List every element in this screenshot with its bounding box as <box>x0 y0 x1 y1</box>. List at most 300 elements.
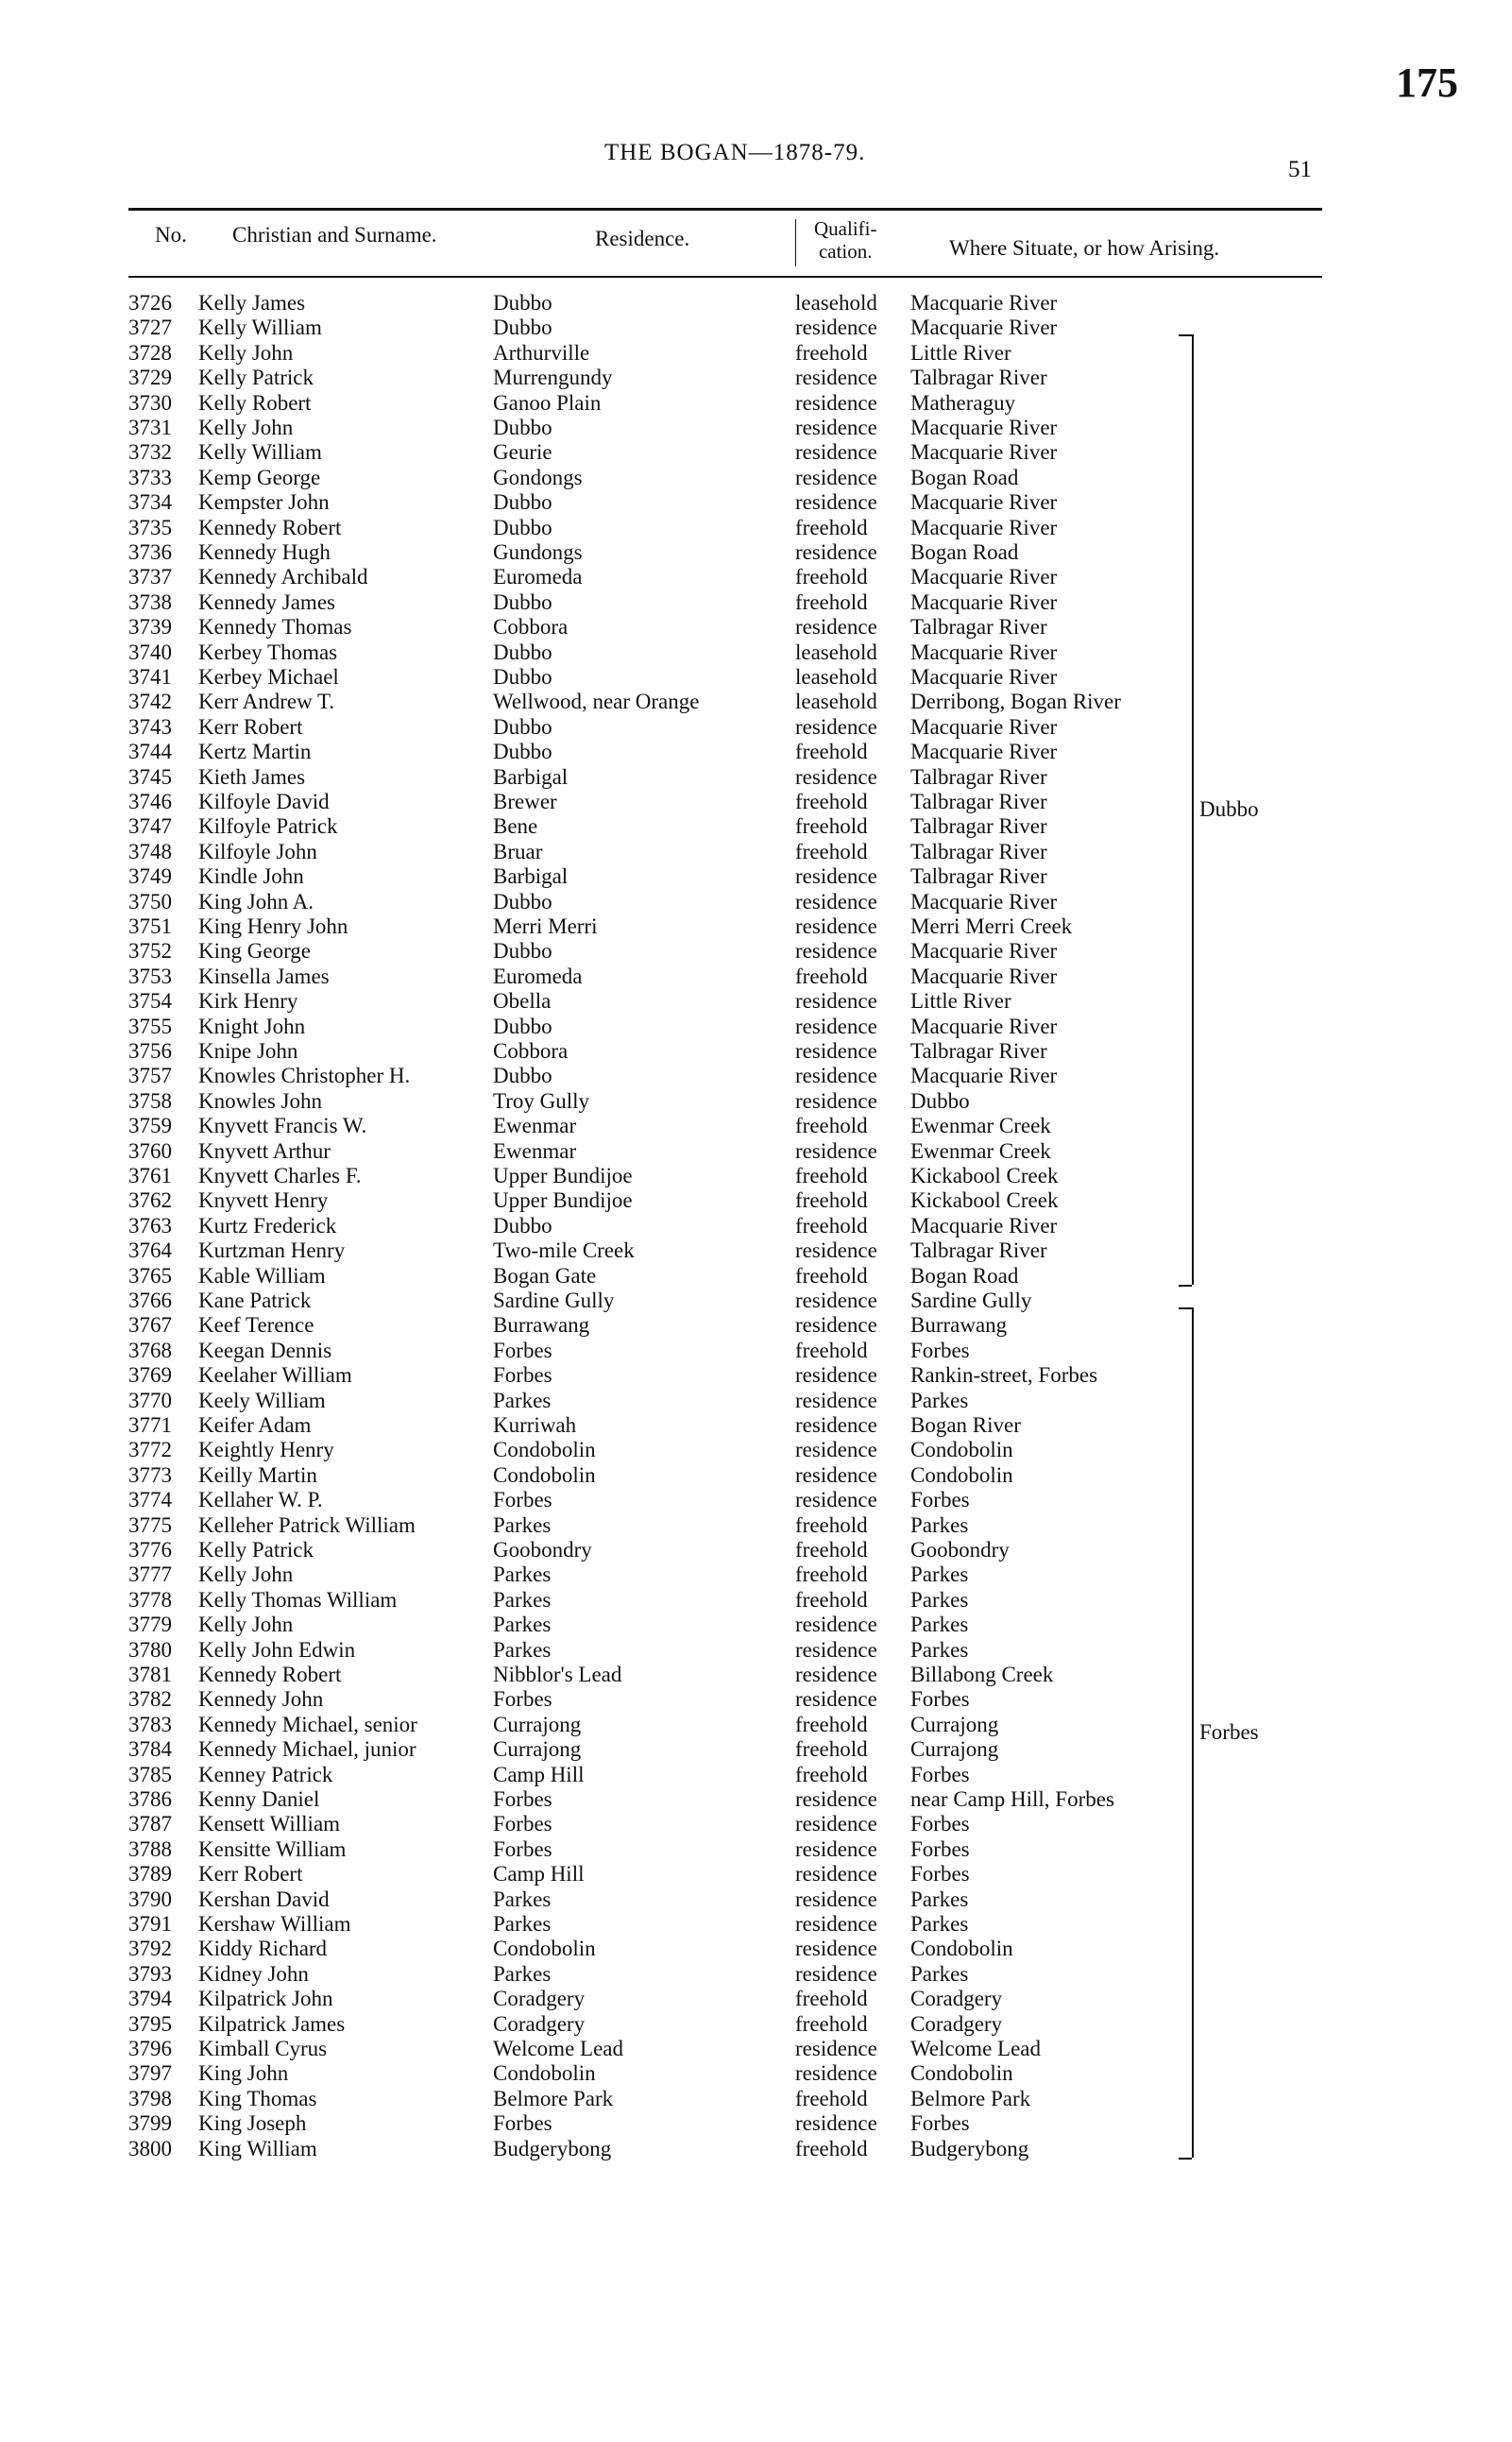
entry-name: King Joseph <box>198 2111 307 2136</box>
entry-residence: Dubbo <box>493 416 552 439</box>
entry-name: Knyvett Henry <box>198 1188 329 1213</box>
entry-where: Forbes <box>910 2111 970 2136</box>
entry-where: Forbes <box>910 1762 970 1786</box>
entry-residence: Dubbo <box>493 665 552 689</box>
entry-qualification: freehold <box>795 1114 868 1138</box>
group-bracket-end <box>1179 334 1192 336</box>
entry-where: Budgerybong <box>910 2136 1029 2160</box>
entry-qualification: leasehold <box>795 291 877 315</box>
entry-qualification: freehold <box>795 1987 868 2011</box>
entry-where: Macquarie River <box>910 1064 1058 1088</box>
entry-name: Knowles Christopher H. <box>198 1064 411 1088</box>
group-bracket-end <box>1179 1307 1192 1309</box>
entry-name: Kieth James <box>198 764 306 789</box>
table-row <box>0 1389 1512 1413</box>
table-row <box>0 1313 1512 1338</box>
entry-where: Macquarie River <box>910 939 1058 964</box>
entry-number: 3769 <box>128 1363 172 1388</box>
entry-number: 3729 <box>128 366 172 390</box>
entry-number: 3787 <box>128 1812 172 1836</box>
entry-residence: Geurie <box>493 440 552 465</box>
folio-number: 51 <box>1288 157 1312 182</box>
entry-where: Macquarie River <box>910 565 1058 589</box>
column-header-qualification <box>814 217 876 263</box>
entry-where: Coradgery <box>910 2011 1003 2036</box>
entry-residence: Bruar <box>493 839 543 863</box>
entry-where: Kickabool Creek <box>910 1164 1059 1187</box>
entry-number: 3726 <box>128 291 172 315</box>
table-row <box>0 1713 1512 1737</box>
table-row <box>0 1238 1512 1263</box>
entry-name: Keely William <box>198 1388 326 1412</box>
entry-where: Condobolin <box>910 1937 1013 1961</box>
entry-number: 3776 <box>128 1538 172 1562</box>
entry-qualification: residence <box>795 2061 877 2086</box>
table-row <box>0 1039 1512 1064</box>
entry-residence: Dubbo <box>493 714 552 739</box>
table-row <box>0 1114 1512 1138</box>
entry-residence: Parkes <box>493 1587 552 1612</box>
entry-name: Kirk Henry <box>198 989 298 1014</box>
table-row <box>0 316 1512 340</box>
table-row <box>0 1513 1512 1538</box>
entry-residence: Nibblor's Lead <box>493 1663 622 1686</box>
entry-name: Kemp George <box>198 465 321 489</box>
entry-qualification: residence <box>795 1388 877 1412</box>
entry-number: 3799 <box>128 2111 172 2136</box>
entry-name: Kelly Patrick <box>198 366 314 390</box>
table-row <box>0 1438 1512 1462</box>
entry-number: 3777 <box>128 1563 172 1587</box>
entry-number: 3750 <box>128 889 172 914</box>
table-row <box>0 1463 1512 1488</box>
entry-residence: Dubbo <box>493 515 552 539</box>
entry-qualification: residence <box>795 416 877 439</box>
entry-name: Kinsella James <box>198 964 330 988</box>
entry-number: 3740 <box>128 640 172 664</box>
entry-residence: Dubbo <box>493 640 552 664</box>
entry-residence: Euromeda <box>493 565 583 589</box>
entry-residence: Condobolin <box>493 1937 596 1961</box>
entry-where: Macquarie River <box>910 490 1058 515</box>
entry-number: 3785 <box>128 1762 172 1786</box>
entry-name: King John A. <box>198 889 314 914</box>
group-label: Dubbo <box>1199 797 1259 822</box>
table-row <box>0 1214 1512 1238</box>
entry-qualification: residence <box>795 1363 877 1388</box>
table-row <box>0 1787 1512 1812</box>
entry-name: Kennedy John <box>198 1687 324 1712</box>
entry-name: Kilfoyle John <box>198 839 317 863</box>
entry-qualification: freehold <box>795 1164 868 1187</box>
entry-qualification: residence <box>795 1138 877 1163</box>
entry-where: Dubbo <box>910 1088 970 1113</box>
entry-residence: Dubbo <box>493 1014 552 1038</box>
entry-residence: Gundongs <box>493 540 583 564</box>
entry-where: Talbragar River <box>910 1039 1047 1063</box>
entry-qualification: residence <box>795 316 877 340</box>
entry-number: 3762 <box>128 1188 172 1213</box>
entry-name: King Thomas <box>198 2086 317 2110</box>
entry-qualification: freehold <box>795 964 868 988</box>
entry-number: 3751 <box>128 914 172 938</box>
entry-name: Kennedy Robert <box>198 1663 342 1686</box>
entry-qualification: residence <box>795 1088 877 1113</box>
entry-name: Kilpatrick John <box>198 1987 333 2011</box>
table-row <box>0 366 1512 390</box>
entry-number: 3797 <box>128 2061 172 2086</box>
entry-qualification: residence <box>795 889 877 914</box>
entry-where: Parkes <box>910 1388 969 1412</box>
entry-number: 3728 <box>128 340 172 365</box>
table-row <box>0 416 1512 440</box>
entry-residence: Currajong <box>493 1712 582 1736</box>
entry-residence: Ewenmar <box>493 1114 577 1138</box>
entry-qualification: leasehold <box>795 640 877 664</box>
entry-qualification: freehold <box>795 2086 868 2110</box>
entry-where: Macquarie River <box>910 291 1058 315</box>
column-header-where: Where Situate, or how Arising. <box>949 236 1220 260</box>
entry-residence: Forbes <box>493 2111 552 2136</box>
entry-name: Kenney Patrick <box>198 1762 333 1786</box>
entry-number: 3781 <box>128 1663 172 1686</box>
entry-residence: Currajong <box>493 1737 582 1762</box>
entry-residence: Arthurville <box>493 340 590 365</box>
entry-where: Parkes <box>910 1961 969 1986</box>
entry-number: 3766 <box>128 1289 172 1312</box>
entry-number: 3759 <box>128 1114 172 1138</box>
entry-name: Knyvett Arthur <box>198 1138 331 1163</box>
entry-residence: Forbes <box>493 1812 552 1836</box>
entry-number: 3760 <box>128 1138 172 1163</box>
entry-residence: Bogan Gate <box>493 1263 597 1288</box>
entry-where: Rankin-street, Forbes <box>910 1363 1098 1388</box>
table-row <box>0 1687 1512 1712</box>
entry-qualification: residence <box>795 1937 877 1961</box>
entry-where: Bogan Road <box>910 540 1019 564</box>
entry-number: 3748 <box>128 839 172 863</box>
entry-residence: Euromeda <box>493 964 583 988</box>
entry-name: Kershaw William <box>198 1912 351 1936</box>
entry-where: Parkes <box>910 1613 969 1637</box>
entry-where: Talbragar River <box>910 864 1047 889</box>
entry-where: Macquarie River <box>910 416 1058 439</box>
entry-qualification: residence <box>795 540 877 564</box>
entry-number: 3775 <box>128 1512 172 1537</box>
entry-where: Currajong <box>910 1712 999 1736</box>
entry-residence: Merri Merri <box>493 914 598 938</box>
entry-name: Kerbey Michael <box>198 665 339 689</box>
entry-residence: Dubbo <box>493 939 552 964</box>
entry-number: 3753 <box>128 964 172 988</box>
entry-residence: Bene <box>493 814 538 839</box>
entry-where: Forbes <box>910 1687 970 1712</box>
table-row <box>0 989 1512 1014</box>
entry-residence: Parkes <box>493 1887 552 1911</box>
entry-name: Kelly Thomas William <box>198 1587 398 1612</box>
entry-residence: Troy Gully <box>493 1088 590 1113</box>
entry-name: Kensett William <box>198 1812 341 1836</box>
table-row <box>0 1812 1512 1836</box>
entry-qualification: residence <box>795 1488 877 1512</box>
entry-residence: Cobbora <box>493 1039 569 1063</box>
entry-where: Forbes <box>910 1836 970 1861</box>
table-row <box>0 665 1512 690</box>
entry-where: Parkes <box>910 1637 969 1662</box>
entry-where: Macquarie River <box>910 740 1058 764</box>
entry-qualification: residence <box>795 1961 877 1986</box>
entry-qualification: freehold <box>795 1263 868 1288</box>
entry-residence: Parkes <box>493 1613 552 1637</box>
entry-where: Macquarie River <box>910 515 1058 539</box>
entry-name: Kelly James <box>198 291 306 315</box>
table-row <box>0 615 1512 640</box>
entry-residence: Dubbo <box>493 889 552 914</box>
entry-where: Talbragar River <box>910 615 1047 640</box>
entry-number: 3763 <box>128 1213 172 1238</box>
entry-where: Condobolin <box>910 2061 1013 2086</box>
table-row <box>0 2012 1512 2037</box>
entry-where: Macquarie River <box>910 889 1058 914</box>
entry-qualification: residence <box>795 1238 877 1263</box>
entry-name: Kennedy Robert <box>198 515 342 539</box>
column-header-no: No. <box>155 223 187 247</box>
entry-qualification: residence <box>795 1313 877 1338</box>
entry-residence: Condobolin <box>493 2061 596 2086</box>
entry-name: Kilpatrick James <box>198 2011 346 2036</box>
entry-number: 3754 <box>128 989 172 1014</box>
entry-where: Billabong Creek <box>910 1663 1054 1686</box>
group-bracket <box>1190 1307 1194 2158</box>
entry-qualification: residence <box>795 390 877 415</box>
table-row <box>0 1737 1512 1762</box>
entry-qualification: residence <box>795 1462 877 1487</box>
table-row <box>0 516 1512 540</box>
entry-where: Macquarie River <box>910 316 1058 340</box>
entry-residence: Parkes <box>493 1512 552 1537</box>
entry-qualification: freehold <box>795 814 868 839</box>
group-label: Forbes <box>1199 1720 1259 1744</box>
table-row <box>0 1264 1512 1289</box>
entry-where: Macquarie River <box>910 640 1058 664</box>
entry-name: Keilly Martin <box>198 1462 317 1487</box>
entry-name: Kennedy Archibald <box>198 565 368 589</box>
entry-number: 3798 <box>128 2086 172 2110</box>
page-title: THE BOGAN—1878-79. <box>604 140 866 165</box>
entry-residence: Dubbo <box>493 291 552 315</box>
entry-where: Ewenmar Creek <box>910 1138 1051 1163</box>
entry-name: Kerbey Thomas <box>198 640 338 664</box>
entry-qualification: freehold <box>795 1563 868 1587</box>
entry-residence: Murrengundy <box>493 366 613 390</box>
entry-qualification: residence <box>795 366 877 390</box>
entry-name: Kable William <box>198 1263 326 1288</box>
column-header-qualification-line2: cation. <box>818 240 873 263</box>
table-row <box>0 740 1512 764</box>
entry-residence: Parkes <box>493 1388 552 1412</box>
column-header-separator <box>795 219 796 266</box>
table-row <box>0 1089 1512 1114</box>
entry-number: 3768 <box>128 1338 172 1362</box>
entry-qualification: freehold <box>795 1338 868 1362</box>
entry-where: Macquarie River <box>910 665 1058 689</box>
entry-name: Kerr Andrew T. <box>198 690 335 714</box>
table-row <box>0 1763 1512 1787</box>
entry-qualification: residence <box>795 989 877 1014</box>
entry-residence: Dubbo <box>493 740 552 764</box>
table-row <box>0 466 1512 490</box>
entry-where: Burrawang <box>910 1313 1008 1338</box>
entry-name: Keef Terence <box>198 1313 314 1338</box>
table-row <box>0 1588 1512 1613</box>
entry-qualification: leasehold <box>795 665 877 689</box>
entry-residence: Camp Hill <box>493 1862 585 1887</box>
entry-residence: Dubbo <box>493 589 552 614</box>
table-row <box>0 790 1512 814</box>
table-row <box>0 1563 1512 1587</box>
entry-number: 3745 <box>128 764 172 789</box>
entry-residence: Forbes <box>493 1687 552 1712</box>
entry-qualification: residence <box>795 1812 877 1836</box>
entry-name: Keifer Adam <box>198 1413 312 1437</box>
entry-qualification: residence <box>795 1289 877 1312</box>
entry-number: 3752 <box>128 939 172 964</box>
entry-qualification: residence <box>795 939 877 964</box>
entry-number: 3780 <box>128 1637 172 1662</box>
entry-qualification: freehold <box>795 1737 868 1762</box>
entry-residence: Forbes <box>493 1488 552 1512</box>
entry-residence: Dubbo <box>493 1064 552 1088</box>
entry-name: Kensitte William <box>198 1836 347 1861</box>
entry-qualification: residence <box>795 1039 877 1063</box>
entry-number: 3737 <box>128 565 172 589</box>
entry-residence: Dubbo <box>493 316 552 340</box>
entry-qualification: freehold <box>795 1762 868 1786</box>
entry-qualification: residence <box>795 1836 877 1861</box>
entry-qualification: freehold <box>795 340 868 365</box>
table-row <box>0 1638 1512 1663</box>
page-number: 175 <box>1396 60 1458 106</box>
entry-qualification: residence <box>795 615 877 640</box>
entry-residence: Forbes <box>493 1836 552 1861</box>
entry-number: 3796 <box>128 2037 172 2060</box>
entry-where: Forbes <box>910 1862 970 1887</box>
entry-name: Kershan David <box>198 1887 330 1911</box>
group-bracket-end <box>1179 2158 1192 2160</box>
entry-name: Kempster John <box>198 490 330 515</box>
table-row <box>0 1289 1512 1313</box>
entry-name: King William <box>198 2136 317 2160</box>
entry-where: Parkes <box>910 1512 969 1537</box>
entry-residence: Burrawang <box>493 1313 590 1338</box>
entry-number: 3792 <box>128 1937 172 1961</box>
entry-number: 3727 <box>128 316 172 340</box>
entry-where: Forbes <box>910 1812 970 1836</box>
table-row <box>0 715 1512 740</box>
table-row <box>0 1139 1512 1164</box>
entry-number: 3734 <box>128 490 172 515</box>
table-row <box>0 765 1512 790</box>
entry-name: Kelly Robert <box>198 390 312 415</box>
table-row <box>0 590 1512 615</box>
entry-residence: Dubbo <box>493 490 552 515</box>
entry-where: Bogan Road <box>910 465 1019 489</box>
entry-residence: Goobondry <box>493 1538 592 1562</box>
entry-number: 3756 <box>128 1039 172 1063</box>
entry-qualification: freehold <box>795 1587 868 1612</box>
table-row <box>0 1987 1512 2011</box>
entry-residence: Camp Hill <box>493 1762 585 1786</box>
entry-number: 3791 <box>128 1912 172 1936</box>
entry-name: Kindle John <box>198 864 304 889</box>
entry-name: Keightly Henry <box>198 1438 334 1462</box>
entry-qualification: freehold <box>795 1712 868 1736</box>
entry-residence: Obella <box>493 989 552 1014</box>
entry-where: Macquarie River <box>910 714 1058 739</box>
table-row <box>0 391 1512 416</box>
entry-number: 3784 <box>128 1737 172 1762</box>
entry-number: 3747 <box>128 814 172 839</box>
entry-where: Parkes <box>910 1912 969 1936</box>
entry-residence: Forbes <box>493 1787 552 1811</box>
entry-where: Talbragar River <box>910 764 1047 789</box>
table-row <box>0 840 1512 864</box>
entry-residence: Parkes <box>493 1563 552 1587</box>
table-row <box>0 1363 1512 1388</box>
entry-name: Kelleher Patrick William <box>198 1512 416 1537</box>
entry-qualification: freehold <box>795 839 868 863</box>
entry-number: 3771 <box>128 1413 172 1437</box>
entry-residence: Brewer <box>493 790 557 813</box>
entry-name: Kelly William <box>198 440 322 465</box>
entry-number: 3786 <box>128 1787 172 1811</box>
entry-where: Little River <box>910 989 1011 1014</box>
entry-name: Kelly John Edwin <box>198 1637 356 1662</box>
entry-residence: Upper Bundijoe <box>493 1164 633 1187</box>
entry-qualification: residence <box>795 1014 877 1038</box>
entry-qualification: residence <box>795 1438 877 1462</box>
entry-where: Bogan River <box>910 1413 1021 1437</box>
entry-number: 3743 <box>128 714 172 739</box>
entry-name: Kilfoyle David <box>198 790 330 813</box>
entry-name: King George <box>198 939 312 964</box>
entry-residence: Condobolin <box>493 1438 596 1462</box>
entry-residence: Coradgery <box>493 1987 586 2011</box>
entry-number: 3794 <box>128 1987 172 2011</box>
table-row <box>0 1538 1512 1563</box>
entry-number: 3795 <box>128 2011 172 2036</box>
entry-number: 3738 <box>128 589 172 614</box>
entry-qualification: freehold <box>795 1188 868 1213</box>
entry-where: Welcome Lead <box>910 2037 1041 2060</box>
table-row <box>0 690 1512 714</box>
entry-qualification: freehold <box>795 740 868 764</box>
entry-residence: Ewenmar <box>493 1138 577 1163</box>
entry-where: Kickabool Creek <box>910 1188 1059 1213</box>
entry-where: Macquarie River <box>910 440 1058 465</box>
entry-number: 3746 <box>128 790 172 813</box>
entry-number: 3749 <box>128 864 172 889</box>
entry-qualification: residence <box>795 864 877 889</box>
entry-where: Merri Merri Creek <box>910 914 1073 938</box>
table-row <box>0 1164 1512 1188</box>
table-row <box>0 1188 1512 1213</box>
table-row <box>0 1887 1512 1912</box>
entry-number: 3758 <box>128 1088 172 1113</box>
entry-name: Kelly William <box>198 316 322 340</box>
entry-residence: Budgerybong <box>493 2136 612 2160</box>
entry-name: Knight John <box>198 1014 306 1038</box>
